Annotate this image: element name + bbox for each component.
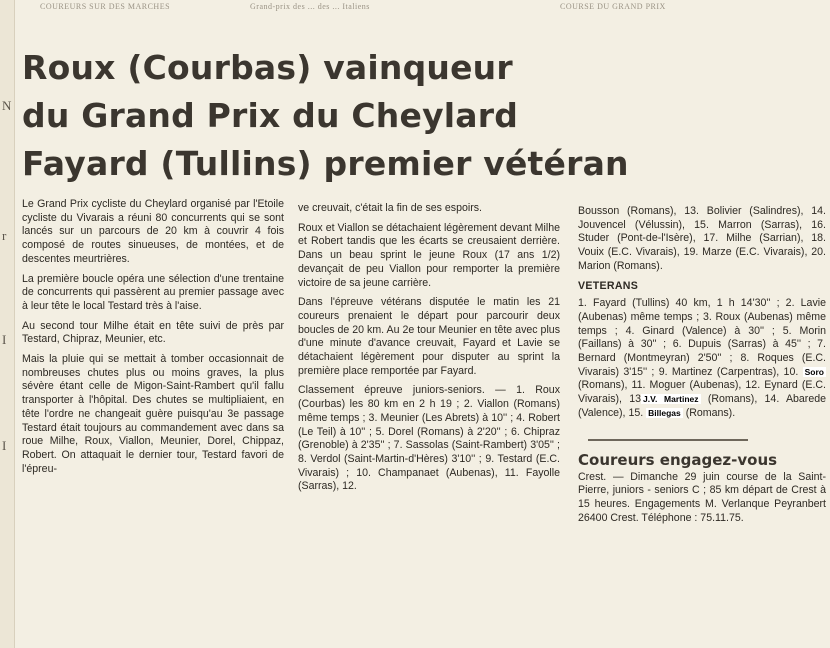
edge-letter-3: I — [2, 332, 7, 347]
veterans-text-c: (Romans), 14. Abarede (Valence), 15. — [578, 393, 826, 419]
headline — [22, 44, 802, 188]
article-column-3 — [578, 205, 826, 531]
veterans-text-a: 1. Fayard (Tullins) 40 km, 1 h 14'30'' ; 2. Lavie (Aubenas) même temps ; 3. Roux (Aubenas) même temps ; 4. Ginard (Valence) à 30'' ; 5. Morin (Faillans) à 30'' ; 6. Dupuis (Sarras) à 45'' ; 7. Bernard (Montmeyran) 2'50'' ; 8. Roques (E.C. Vivarais) 3'15'' ; 9. Martinez (Carpentras), 10. — [578, 297, 826, 378]
article-column-1 — [22, 198, 284, 482]
veterans-text-d: (Romans). — [685, 406, 736, 419]
section-divider — [588, 439, 748, 441]
paragraph-second-lap: Au second tour Milhe était en tête suivi de près par Testard, Chipraz, Meunier, etc. — [22, 319, 284, 346]
paragraph-first-lap: La première boucle opéra une sélection d'une trentaine de concurrents qui passèrent au premier passage avec à leur tête le local Testard très à l'aise. — [22, 272, 284, 312]
headline-line-1: Roux (Courbas) vainqueur — [22, 48, 513, 87]
edge-letter-2: r — [2, 228, 7, 243]
headline-line-2: du Grand Prix du Cheylard — [22, 96, 519, 135]
veterans-heading: VETERANS — [578, 279, 639, 292]
cropped-top-strip — [0, 0, 830, 16]
paragraph-veterans-race: Dans l'épreuve vétérans disputée le matin les 21 coureurs prenaient le départ pour parcourir deux boucles de 20 km. Au 2e tour Meunier en tête avec plus d'une minute d'avance creuvait, Fayard et Lavie se détachaient légèrement pour disputer au sprint la première place remportée par Fayard. — [298, 296, 560, 377]
paragraph-engagez: Crest. — Dimanche 29 juin course de la Saint-Pierre, juniors - seniors C ; 85 km départ de Crest à 15 heures. Engagements M. Verlanque Peyranbert 26400 Crest. Téléphone : 75.11.75. — [578, 470, 826, 524]
pasted-name-martinez: J.V. Martinez — [643, 394, 699, 405]
edge-letter-1: N — [2, 98, 12, 113]
edge-letter-4: I — [2, 438, 7, 453]
paragraph-classement-cont: Bousson (Romans), 13. Bolivier (Salindres), 14. Jouvencel (Vélussin), 15. Marron (Sarras), 16. Studer (Pont-de-l'Isère), 17. Milhe (Sarrian), 18. Vouix (E.C. Vivarais), 19. Marze (E.C. Vivarais), 20. Marion (Romans). — [578, 205, 826, 272]
headline-line-3: Fayard (Tullins) premier vétéran — [22, 144, 629, 183]
veterans-text-b: (Romans), 11. Moguer (Aubenas), 12. Eynard (E.C. Vivarais), 13 — [578, 379, 826, 406]
pasted-name-billegas: Billegas — [648, 407, 681, 418]
paragraph-classement: Classement épreuve juniors-seniors. — 1. Roux (Courbas) les 80 km en 2 h 19 ; 2. Viallon (Romans) même temps ; 3. Meunier (Les Abrets) à 10'' ; 4. Robert (Le Teil) à 10'' ; 5. Dorel (Romans) à 2'20'' ; 6. Chipraz (Grenoble) à 2'35'' ; 7. Sassolas (Saint-Rambert) 3'05'' ; 8. Verdol (Saint-Martin-d'Hères) 3'10'' ; 9. Testard (E.C. Vivarais) ; 10. Champanaet (Aubenas), 11. Fayolle (Sarras), 12. — [298, 384, 560, 493]
engagez-heading: Coureurs engagez-vous — [578, 450, 778, 469]
article-column-2 — [298, 202, 560, 500]
paragraph-intro: Le Grand Prix cycliste du Cheylard organisé par l'Etoile cycliste du Vivarais a réuni 80 concurrents qui se sont lancés sur un parcours de 20 km à couvrir 4 fois composé de routes sinueuses, de montées, et de descentes meurtrières. — [22, 198, 284, 265]
pasted-name-soro: Soro — [804, 366, 824, 377]
strip-text-2: Grand-prix des ... des ... Italiens — [250, 2, 370, 11]
paragraph-sprint: Roux et Viallon se détachaient légèrement devant Milhe et Robert tandis que les écarts se creusaient derrière. Dans un beau sprint le jeune Roux (17 ans 1/2) devançait de peu Viallon pour remporter la première victoire de sa jeune carrière. — [298, 221, 560, 289]
paragraph-puncture: ve creuvait, c'était la fin de ses espoirs. — [298, 202, 482, 214]
paragraph-rain: Mais la pluie qui se mettait à tomber occasionnait de nombreuses chutes plus ou moins graves, la plus sévère étant celle de Migon-Saint-Rambert qu'il fallu transporter à l'hôpital. Des chutes se multipliaient, en tête l'ordre ne changeait guère puisqu'au 3e passage Testard était toujours au commandement avec dans sa roue Milhe, Roux, Viallon, Meunier, Dorel, Chippaz, Robert. On attaquait le dernier tour, Testard favori de l'épreu- — [22, 353, 284, 475]
paragraph-veterans-results — [578, 297, 826, 420]
strip-text-3: COURSE DU GRAND PRIX — [560, 2, 666, 11]
strip-text-1: COUREURS SUR DES MARCHES — [40, 2, 171, 11]
left-page-edge — [0, 0, 15, 648]
